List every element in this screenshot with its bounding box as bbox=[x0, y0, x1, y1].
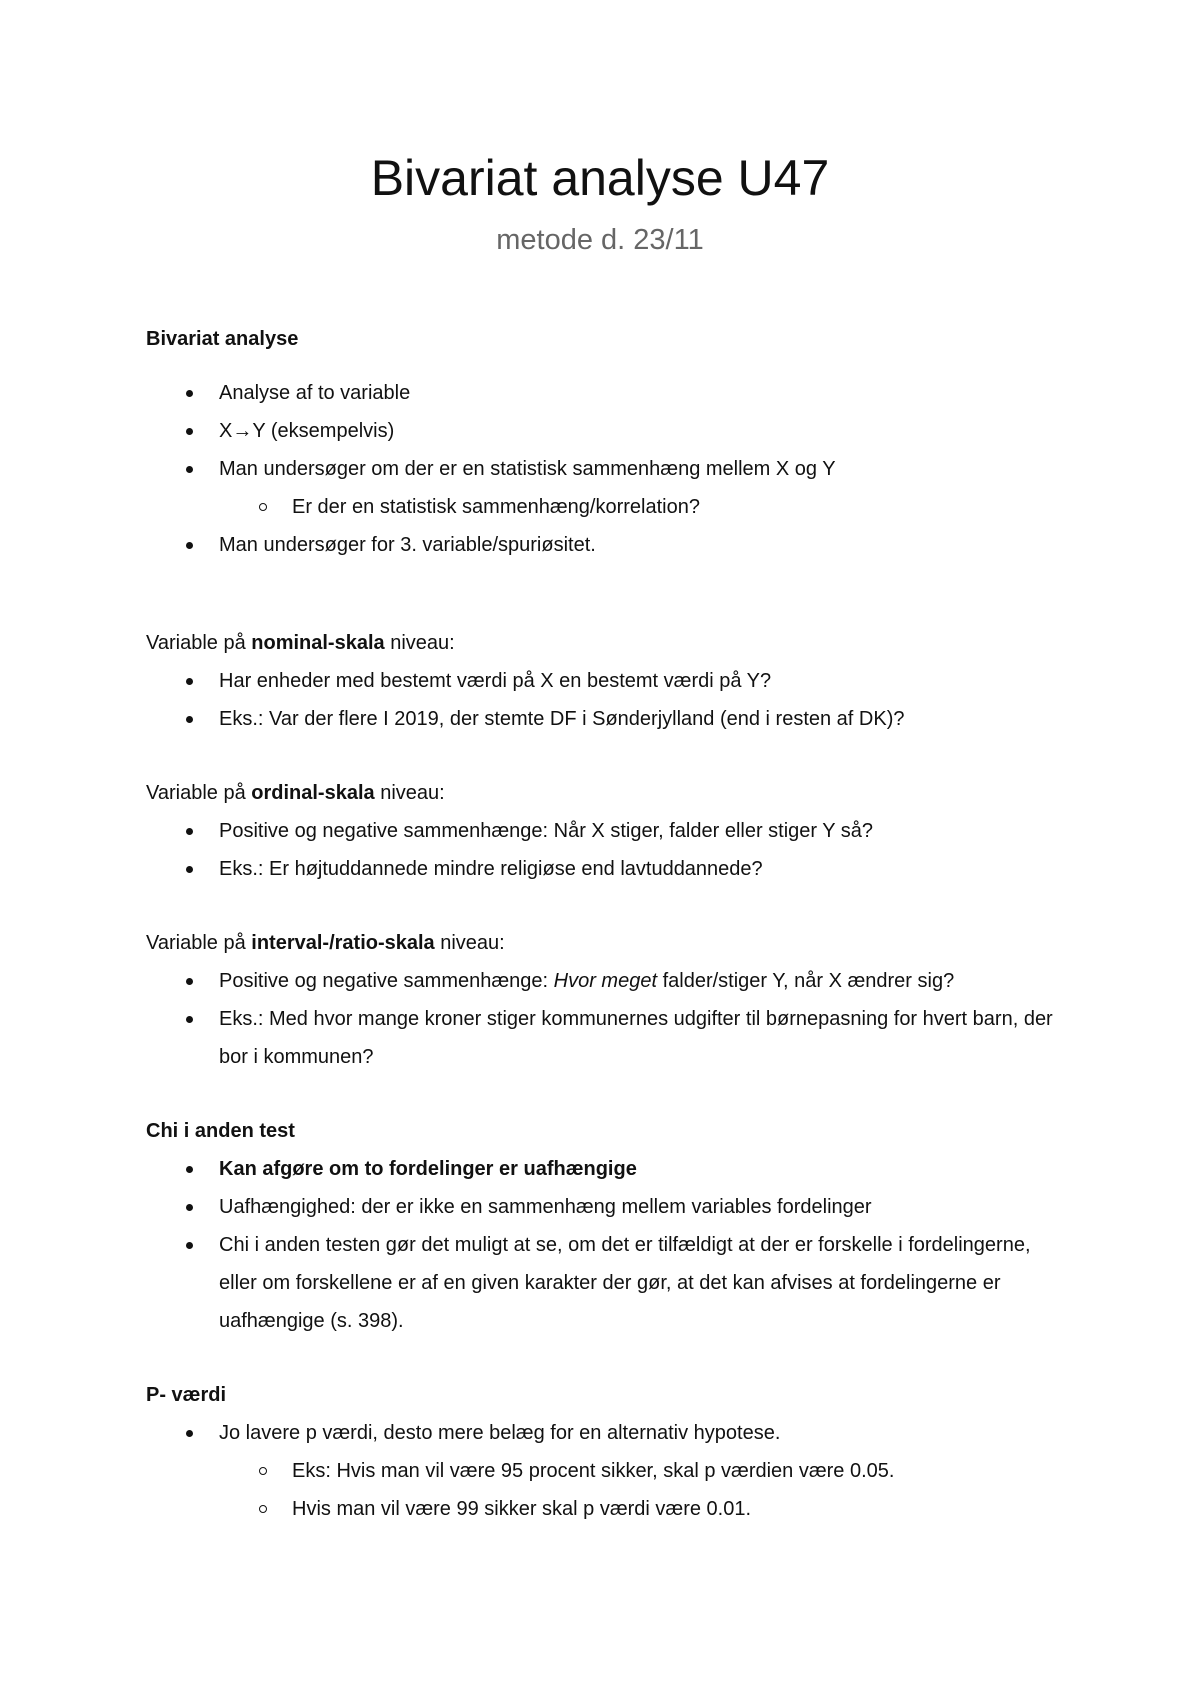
list-item: Eks.: Med hvor mange kroner stiger kommunernes udgifter til børnepasning for hvert barn, der bor i kommunen? bbox=[146, 1000, 1066, 1076]
term-ordinal-skala: ordinal-skala bbox=[251, 782, 375, 804]
list-item: Positive og negative sammenhænge: Når X stiger, falder eller stiger Y så? bbox=[146, 812, 1066, 850]
section-intro-ordinal: Variable på ordinal-skala niveau: bbox=[146, 782, 445, 804]
list-item: Positive og negative sammenhænge: Hvor meget falder/stiger Y, når X ændrer sig? bbox=[146, 962, 1066, 1000]
list-item: Jo lavere p værdi, desto mere belæg for en alternativ hypotese. bbox=[146, 1414, 1066, 1452]
bullet-list-chi bbox=[146, 1150, 1066, 1340]
bullet-list-p-vaerdi bbox=[146, 1414, 1066, 1528]
list-item: Eks.: Var der flere I 2019, der stemte DF i Sønderjylland (end i resten af DK)? bbox=[146, 700, 1066, 738]
bullet-list-ordinal bbox=[146, 812, 1066, 888]
document-subtitle: metode d. 23/11 bbox=[496, 224, 704, 256]
list-item: Har enheder med bestemt værdi på X en bestemt værdi på Y? bbox=[146, 662, 1066, 700]
list-item: Uafhængighed: der er ikke en sammenhæng mellem variables fordelinger bbox=[146, 1188, 1066, 1226]
sub-list-item: Hvis man vil være 99 sikker skal p værdi være 0.01. bbox=[146, 1490, 1066, 1528]
document-title: Bivariat analyse U47 bbox=[370, 150, 830, 206]
document-body bbox=[146, 320, 1066, 1528]
list-item: Analyse af to variable bbox=[146, 374, 1066, 412]
section-heading-p-vaerdi: P- værdi bbox=[146, 1384, 227, 1406]
section-intro-nominal: Variable på nominal-skala niveau: bbox=[146, 632, 455, 654]
section-heading-chi: Chi i anden test bbox=[146, 1120, 295, 1142]
bullet-list-nominal bbox=[146, 662, 1066, 738]
bullet-list-interval bbox=[146, 962, 1066, 1076]
bullet-list-bivariat bbox=[146, 374, 1066, 564]
section-heading-bivariat: Bivariat analyse bbox=[146, 328, 299, 350]
sub-list-item: Er der en statistisk sammenhæng/korrelation? bbox=[146, 488, 1066, 526]
sub-list-item: Eks: Hvis man vil være 95 procent sikker, skal p værdien være 0.05. bbox=[146, 1452, 1066, 1490]
term-interval-ratio-skala: interval-/ratio-skala bbox=[251, 932, 435, 954]
list-item: Kan afgøre om to fordelinger er uafhængige bbox=[146, 1150, 1066, 1188]
section-intro-interval: Variable på interval-/ratio-skala niveau: bbox=[146, 932, 505, 954]
list-item: Eks.: Er højtuddannede mindre religiøse end lavtuddannede? bbox=[146, 850, 1066, 888]
list-item: Man undersøger om der er en statistisk sammenhæng mellem X og Y bbox=[146, 450, 1066, 488]
list-item: X→Y (eksempelvis) bbox=[146, 412, 1066, 450]
list-item: Chi i anden testen gør det muligt at se, om det er tilfældigt at der er forskelle i fordelingerne, eller om forskellene er af en given karakter der gør, at det kan afvises at fordelingerne er uafhængige (s. 398). bbox=[146, 1226, 1066, 1340]
term-nominal-skala: nominal-skala bbox=[251, 632, 385, 654]
list-item: Man undersøger for 3. variable/spuriøsitet. bbox=[146, 526, 1066, 564]
